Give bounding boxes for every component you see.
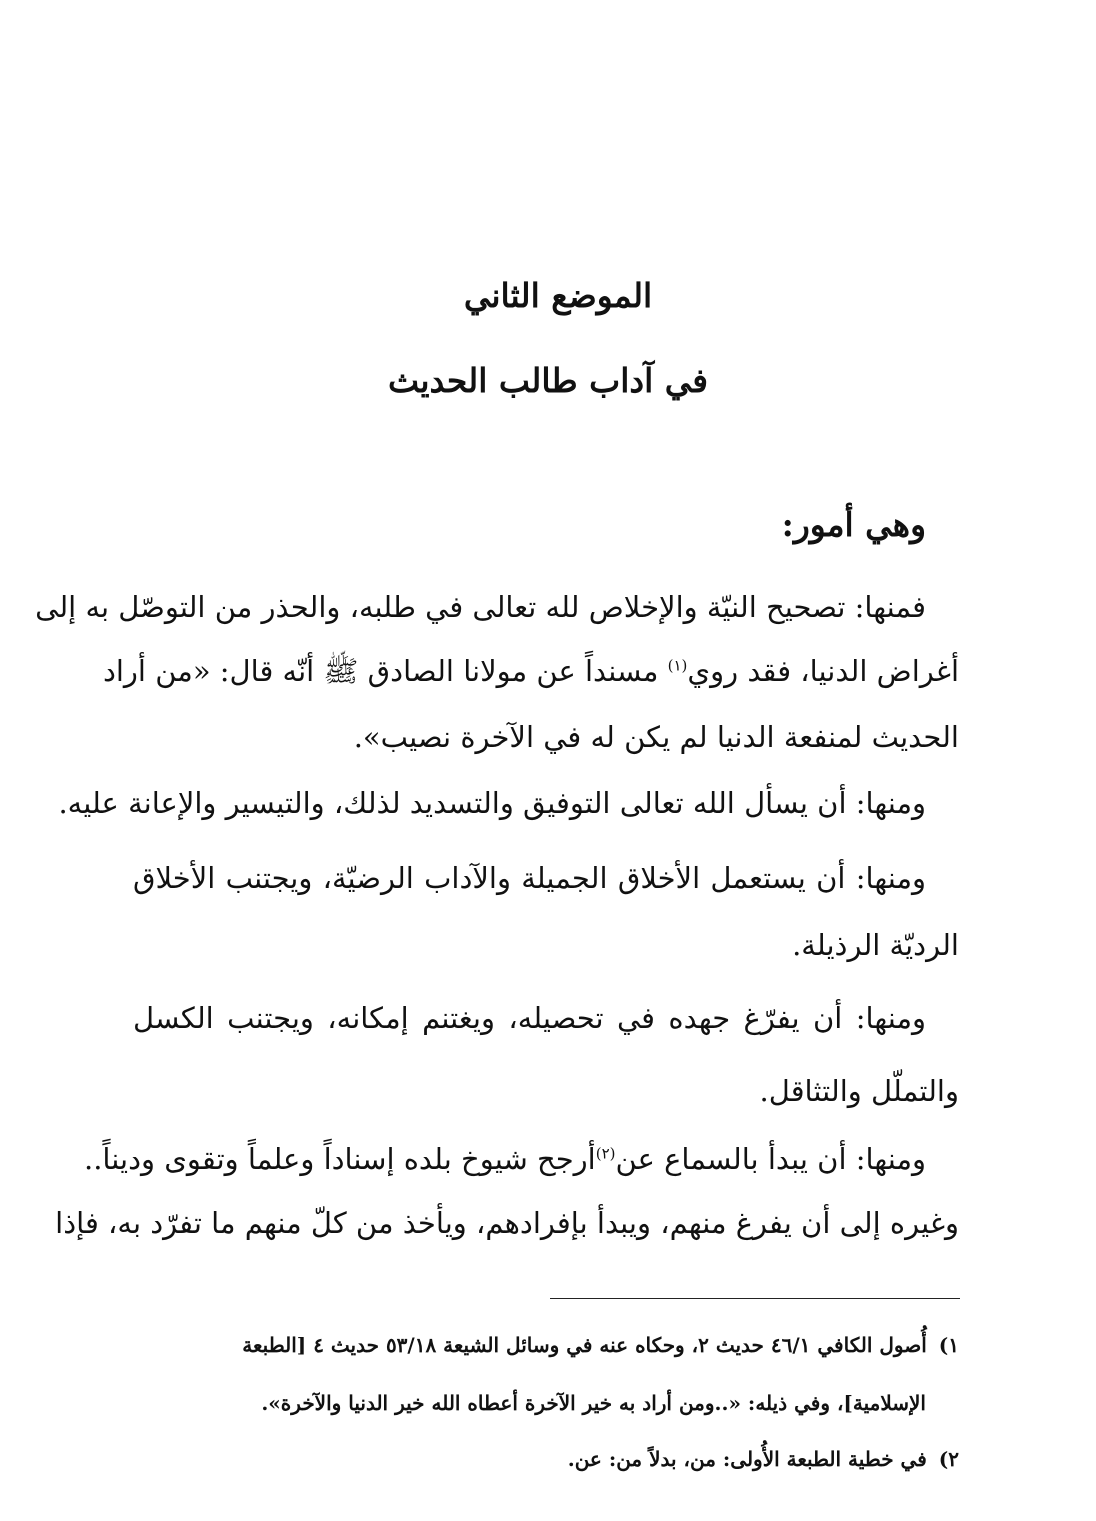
intro-text: وهي أمور: xyxy=(781,505,926,544)
footnote-1-number: ١) xyxy=(938,1333,959,1357)
section-title: الموضع الثاني xyxy=(463,276,653,315)
footnote-1-line-2: الإسلامية]، وفي ذيله: «..ومن أراد به خير الآخرة أعطاه الله خير الدنيا والآخرة». xyxy=(261,1391,926,1415)
paragraph-5-line-2: وغيره إلى أن يفرغ منهم، ويبدأ بإفرادهم، ويأخذ من كلّ منهم ما تفرّد به، فإذا xyxy=(55,1206,959,1240)
footnote-ref-1[interactable]: (١) xyxy=(667,656,688,675)
paragraph-4-line-1: ومنها: أن يفرّغ جهده في تحصيله، ويغتنم إمكانه، ويجتنب الكسل xyxy=(133,1001,926,1035)
footnote-2-text: في خطية الطبعة الأُولى: من، بدلاً من: عن. xyxy=(567,1447,927,1471)
paragraph-4-line-2: والتملّل والتثاقل. xyxy=(759,1074,959,1108)
paragraph-3-line-1: ومنها: أن يستعمل الأخلاق الجميلة والآداب الرضيّة، ويجتنب الأخلاق xyxy=(133,861,926,895)
paragraph-5-line-1-end: أرجح شيوخ بلده إسناداً وعلماً وتقوى وديناً.. xyxy=(83,1142,596,1176)
footnote-1-line-1 xyxy=(133,1330,959,1360)
footnote-ref-2[interactable]: (٢) xyxy=(595,1144,616,1163)
footnote-1-text: أُصول الكافي ٤٦/١ حديث ٢، وحكاه عنه في وسائل الشيعة ٥٣/١٨ حديث ٤ [الطبعة xyxy=(242,1333,927,1357)
paragraph-5-line-1-start: ومنها: أن يبدأ بالسماع عن xyxy=(615,1142,926,1176)
paragraph-1-line-2-start: أغراض الدنيا، فقد روي xyxy=(687,654,959,688)
paragraph-3-line-2: الرديّة الرذيلة. xyxy=(792,928,959,962)
paragraph-5-line-1 xyxy=(83,1137,926,1181)
footnote-separator xyxy=(550,1298,960,1299)
paragraph-1-line-2 xyxy=(102,649,959,693)
paragraph-1-line-3: الحديث لمنفعة الدنيا لم يكن له في الآخرة نصيب». xyxy=(353,720,959,754)
paragraph-1-line-2-end: مسنداً عن مولانا الصادق ﷺ أنّه قال: «من أراد xyxy=(102,654,659,688)
footnote-2-line-1 xyxy=(133,1444,959,1474)
paragraph-2-line-1: ومنها: أن يسأل الله تعالى التوفيق والتسديد لذلك، والتيسير والإعانة عليه. xyxy=(58,786,926,820)
section-subtitle: في آداب طالب الحديث xyxy=(387,361,709,400)
footnote-2-number: ٢) xyxy=(938,1447,959,1471)
paragraph-1-line-1: فمنها: تصحيح النيّة والإخلاص لله تعالى في طلبه، والحذر من التوصّل به إلى xyxy=(35,590,926,624)
